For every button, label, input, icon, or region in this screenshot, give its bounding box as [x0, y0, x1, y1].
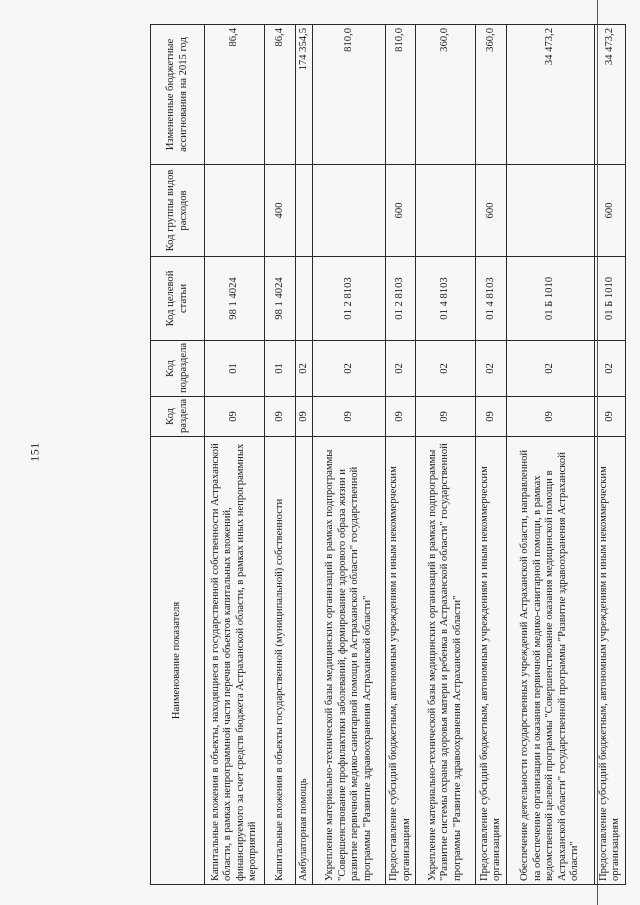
row-subsection: 02 [296, 341, 313, 397]
header-section-code: Код раздела [151, 397, 205, 437]
row-target: 01 Б 1010 [595, 257, 626, 341]
table-row [205, 25, 265, 885]
table-header-row [151, 25, 205, 885]
row-name: Предоставление субсидий бюджетным, автономным учреждениям и иным некоммерческим организациям [386, 437, 416, 885]
row-name: Капитальные вложения в объекты, находящиеся в государственной собственности Астраханской области, в рамках непрограммной части перечня объектов капитальных вложений, финансируемого за счет средств бюджета Астраханской области, в рамках иных непрограммных мероприятий [205, 437, 265, 885]
row-expense [296, 165, 313, 257]
row-expense [205, 165, 265, 257]
row-subsection: 02 [416, 341, 476, 397]
row-section: 09 [476, 397, 507, 437]
row-name: Амбулаторная помощь [296, 437, 313, 885]
row-subsection: 01 [205, 341, 265, 397]
row-target: 01 4 8103 [476, 257, 507, 341]
row-subsection: 02 [313, 341, 386, 397]
table-row [386, 25, 416, 885]
row-amount: 360,0 [476, 25, 507, 165]
row-target: 01 Б 1010 [507, 257, 595, 341]
row-section: 09 [205, 397, 265, 437]
header-target-code: Код целевой статьи [151, 257, 205, 341]
row-expense: 600 [476, 165, 507, 257]
row-subsection: 02 [595, 341, 626, 397]
row-target [296, 257, 313, 341]
table-row [296, 25, 313, 885]
header-expense-group-code: Код группы видов расходов [151, 165, 205, 257]
row-target: 98 1 4024 [265, 257, 296, 341]
row-name: Капитальные вложения в объекты государственной (муниципальной) собственности [265, 437, 296, 885]
row-section: 09 [416, 397, 476, 437]
row-section: 09 [386, 397, 416, 437]
row-section: 09 [595, 397, 626, 437]
budget-table [150, 24, 626, 885]
table-row [507, 25, 595, 885]
page-number: 151 [27, 442, 42, 462]
row-target: 01 4 8103 [416, 257, 476, 341]
row-amount: 86,4 [265, 25, 296, 165]
row-expense: 600 [595, 165, 626, 257]
row-section: 09 [265, 397, 296, 437]
table-row [595, 25, 626, 885]
table-row [313, 25, 386, 885]
row-section: 09 [296, 397, 313, 437]
header-amount: Измененные бюджетные ассигнования на 2015 год [151, 25, 205, 165]
row-amount: 34 473,2 [507, 25, 595, 165]
row-amount: 360,0 [416, 25, 476, 165]
row-name: Обеспечение деятельности государственных учреждений Астраханской области, направленной на обеспечение организации и оказания первичной медико-санитарной помощи, в рамках ведомственной целевой программы "Совершенствование оказания медицинской помощи в Астраханской области" государственной программы "Развитие здравоохранения Астраханской области" [507, 437, 595, 885]
row-name: Укрепление материально-технической базы медицинских организаций в рамках подпрограммы "Совершенствование профилактики заболеваний, формирование здорового образа жизни и развитие первичной медико-санитарной помощи в Астраханской области" государственной программы "Развитие здравоохранения Астраханской области" [313, 437, 386, 885]
row-target: 98 1 4024 [205, 257, 265, 341]
row-expense [507, 165, 595, 257]
row-amount: 86,4 [205, 25, 265, 165]
table-row [416, 25, 476, 885]
row-expense [416, 165, 476, 257]
row-target: 01 2 8103 [313, 257, 386, 341]
table-row [476, 25, 507, 885]
row-subsection: 01 [265, 341, 296, 397]
table-row [265, 25, 296, 885]
row-amount: 34 473,2 [595, 25, 626, 165]
row-expense: 600 [386, 165, 416, 257]
row-section: 09 [313, 397, 386, 437]
row-amount: 174 354,5 [296, 25, 313, 165]
row-amount: 810,0 [313, 25, 386, 165]
rotated-table-container [150, 25, 621, 885]
row-subsection: 02 [507, 341, 595, 397]
row-expense: 400 [265, 165, 296, 257]
row-amount: 810,0 [386, 25, 416, 165]
header-name: Наименование показателя [151, 437, 205, 885]
row-name: Укрепление материально-технической базы медицинских организаций в рамках подпрограммы "Развитие системы охраны здоровья матери и ребенка в Астраханской области" государственной программы "Развитие здравоохранения Астраханской области" [416, 437, 476, 885]
row-subsection: 02 [476, 341, 507, 397]
row-name: Предоставление субсидий бюджетным, автономным учреждениям и иным некоммерческим организациям [595, 437, 626, 885]
row-subsection: 02 [386, 341, 416, 397]
row-name: Предоставление субсидий бюджетным, автономным учреждениям и иным некоммерческим организациям [476, 437, 507, 885]
row-expense [313, 165, 386, 257]
header-subsection-code: Код подраздела [151, 341, 205, 397]
row-target: 01 2 8103 [386, 257, 416, 341]
row-section: 09 [507, 397, 595, 437]
